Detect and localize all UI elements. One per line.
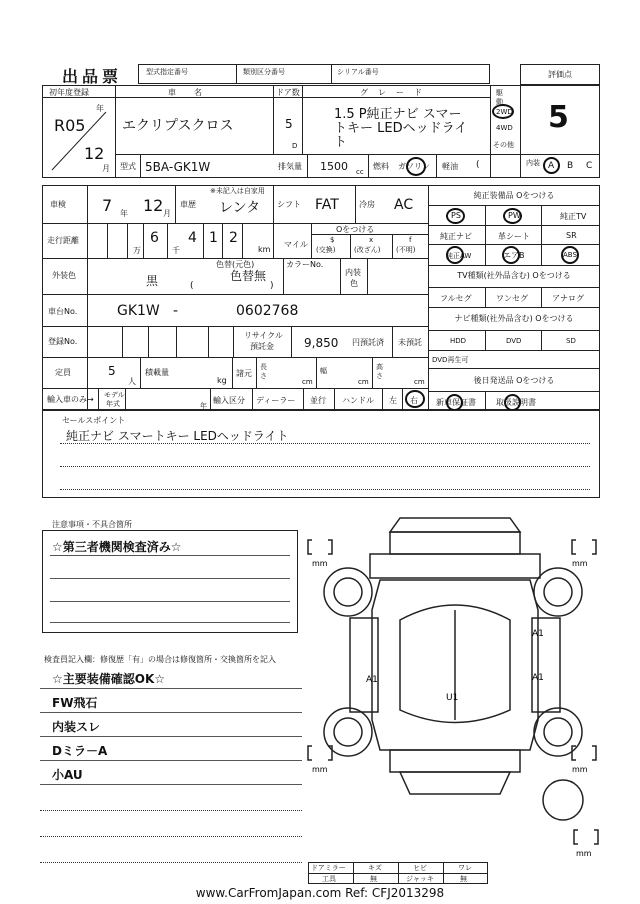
ps-circle (446, 208, 465, 224)
damage-u1: U1 (446, 693, 459, 703)
sales-point-box (42, 410, 600, 498)
chassis-prefix: GK1W (117, 303, 160, 319)
displacement-label: 排気量 (278, 162, 302, 171)
mileage-hyaku: 1 (209, 230, 218, 246)
color-label: 外装色 (52, 271, 76, 280)
footer-ref: www.CarFromJapan.com Ref: CFJ2013298 (195, 886, 445, 900)
inspector-line-1: ☆主要装備確認OK☆ (52, 672, 166, 686)
color-value: 黒 (146, 274, 159, 288)
shift-value: FAT (315, 197, 339, 213)
mm-label-5: mm (576, 849, 592, 858)
mm-label-1: mm (312, 559, 328, 568)
damage-a1-left: A1 (366, 675, 378, 685)
shaken-label: 車検 (50, 200, 66, 209)
doors-value: 5 (285, 117, 293, 131)
serial-label: シリアル番号 (337, 68, 379, 76)
sales-point-text: 純正ナビ スマートキー LEDヘッドライト (66, 429, 289, 443)
history-label: 車歴 (180, 200, 196, 209)
cooling-label: 冷房 (359, 200, 375, 209)
airbag-circle (502, 246, 520, 264)
car-damage-diagram (300, 510, 610, 870)
chassis-number: 0602768 (236, 303, 299, 319)
capacity-value: 5 (108, 364, 116, 378)
shift-label: シフト (277, 200, 301, 209)
first-reg-year: R05 (54, 116, 86, 135)
shaken-year: 7 (102, 196, 113, 215)
recycle-fee: 9,850 (304, 336, 339, 350)
category-label: 類別区分番号 (243, 68, 285, 76)
regno-label: 登録No. (48, 337, 78, 346)
grade-line-2: トキー LEDヘッドライ (334, 121, 468, 136)
mileage-ju: 2 (229, 230, 238, 246)
inspector-line-5: 小AU (52, 768, 83, 782)
mm-label-2: mm (312, 765, 328, 774)
doors-label: ドア数 (276, 88, 300, 97)
repaint-value: 色替無 (230, 269, 267, 283)
mileage-label: 走行距離 (47, 236, 79, 245)
caution-text: ☆第三者機関検査済み☆ (52, 540, 182, 554)
document-title: 出品票 (62, 67, 123, 86)
model-label: 型式 (120, 162, 136, 171)
inspector-line-2: FW飛石 (52, 696, 98, 710)
abs-circle (561, 246, 579, 264)
grade-line-1: 1.5 P純正ナビ スマー (334, 107, 462, 122)
fuel-gasoline-circle (406, 157, 426, 176)
score-label: 評価点 (548, 70, 572, 79)
displacement-value: 1500 (320, 160, 348, 173)
inspector-line-3: 内装スレ (52, 720, 101, 734)
grade-line-3: ト (334, 135, 348, 150)
car-name: エクリプスクロス (122, 118, 234, 134)
damage-a1-right-top: A1 (532, 629, 544, 639)
manual-circle (504, 394, 521, 411)
mileage-man: 6 (150, 230, 159, 246)
history-value: レンタ (219, 200, 261, 216)
interior-a-circle (543, 157, 560, 174)
first-reg-label: 初年度登録 (49, 88, 89, 97)
score-value: 5 (548, 100, 569, 135)
fuel-label: 燃料 (373, 162, 389, 171)
drive-2wd: 2WD (496, 108, 513, 116)
model-code: 5BA-GK1W (145, 160, 211, 174)
cooling-value: AC (394, 197, 414, 213)
car-name-label: 車名 (168, 88, 220, 97)
drive-2wd-circle (492, 104, 514, 119)
aw-circle (446, 246, 464, 264)
mm-label-3: mm (572, 559, 588, 568)
handle-right-circle (405, 390, 425, 408)
damage-a1-right-mid: A1 (532, 673, 544, 683)
mm-label-4: mm (572, 765, 588, 774)
first-reg-month: 12 (84, 144, 105, 163)
chassis-label: 車台No. (48, 307, 78, 316)
model-cert-label: 型式指定番号 (146, 68, 188, 76)
header-codes-box (138, 64, 490, 84)
inspector-line-4: Dミラ－A (52, 744, 108, 758)
capacity-label: 定員 (55, 368, 71, 377)
handle-right: 右 (410, 396, 418, 405)
shaken-month: 12 (143, 196, 164, 215)
fuel-gasoline: ガソリン (398, 162, 430, 171)
pw-circle (503, 208, 522, 224)
warranty-circle (446, 394, 463, 411)
mileage-sen: 4 (188, 230, 197, 246)
grade-label: グレード (360, 88, 432, 97)
